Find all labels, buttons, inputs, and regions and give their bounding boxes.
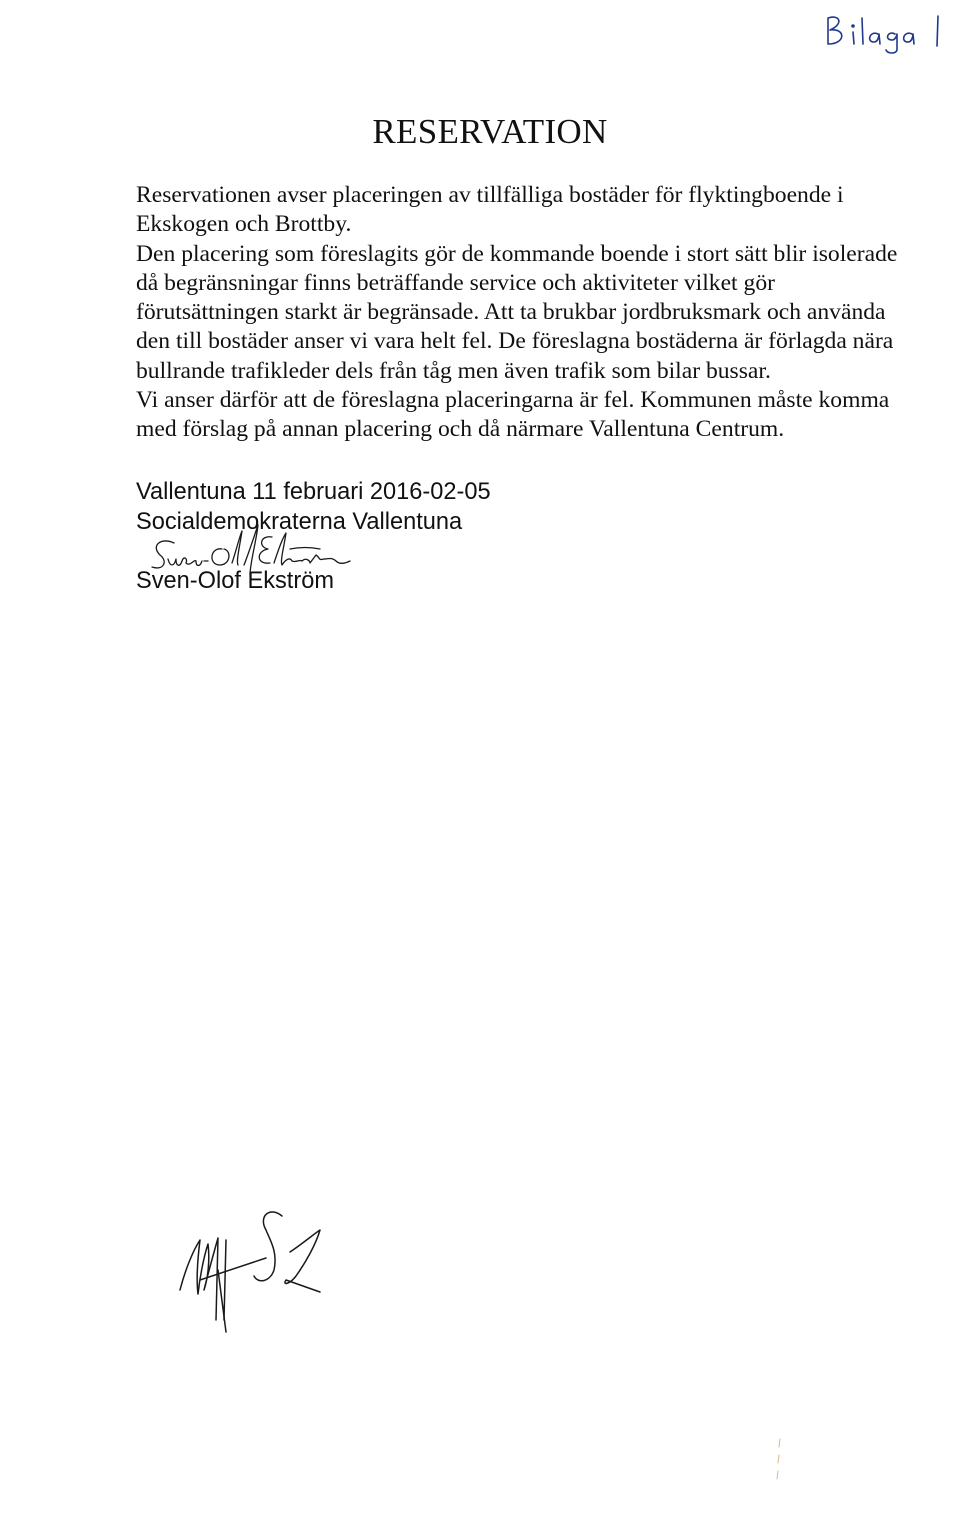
body-line: förutsättningen starkt är begränsade. Att ta brukbar jordbruksmark och använda bbox=[136, 299, 886, 326]
paper-speck bbox=[770, 1435, 790, 1485]
body-line: Reservationen avser placeringen av tillfälliga bostäder för flyktingboende i bbox=[136, 182, 844, 208]
body-line: Den placering som föreslagits gör de kommande boende i stort sätt blir isolerade bbox=[136, 240, 898, 267]
body-line: då begränsningar finns beträffande service och aktiviteter vilket gör bbox=[136, 269, 775, 296]
handwritten-annotation bbox=[800, 4, 950, 54]
handwritten-signature bbox=[140, 515, 380, 595]
body-line: Ekskogen och Brottby. bbox=[136, 211, 352, 238]
reservation-body bbox=[136, 181, 958, 445]
place-date: Vallentuna 11 februari 2016-02-05 bbox=[136, 479, 491, 505]
handwritten-initials bbox=[170, 1200, 370, 1340]
body-line: med förslag på annan placering och då närmare Vallentuna Centrum. bbox=[136, 416, 785, 443]
document-title: RESERVATION bbox=[372, 112, 608, 151]
organization-name: Socialdemokraterna Vallentuna bbox=[136, 508, 463, 535]
signer-name: Sven-Olof Ekström bbox=[136, 567, 334, 594]
body-line: Vi anser därför att de föreslagna placeringarna är fel. Kommunen måste komma bbox=[136, 387, 890, 414]
body-line: den till bostäder anser vi vara helt fel. De föreslagna bostäderna är förlagda nära bbox=[136, 328, 894, 355]
body-line: bullrande trafikleder dels från tåg men även trafik som bilar bussar. bbox=[136, 357, 771, 384]
